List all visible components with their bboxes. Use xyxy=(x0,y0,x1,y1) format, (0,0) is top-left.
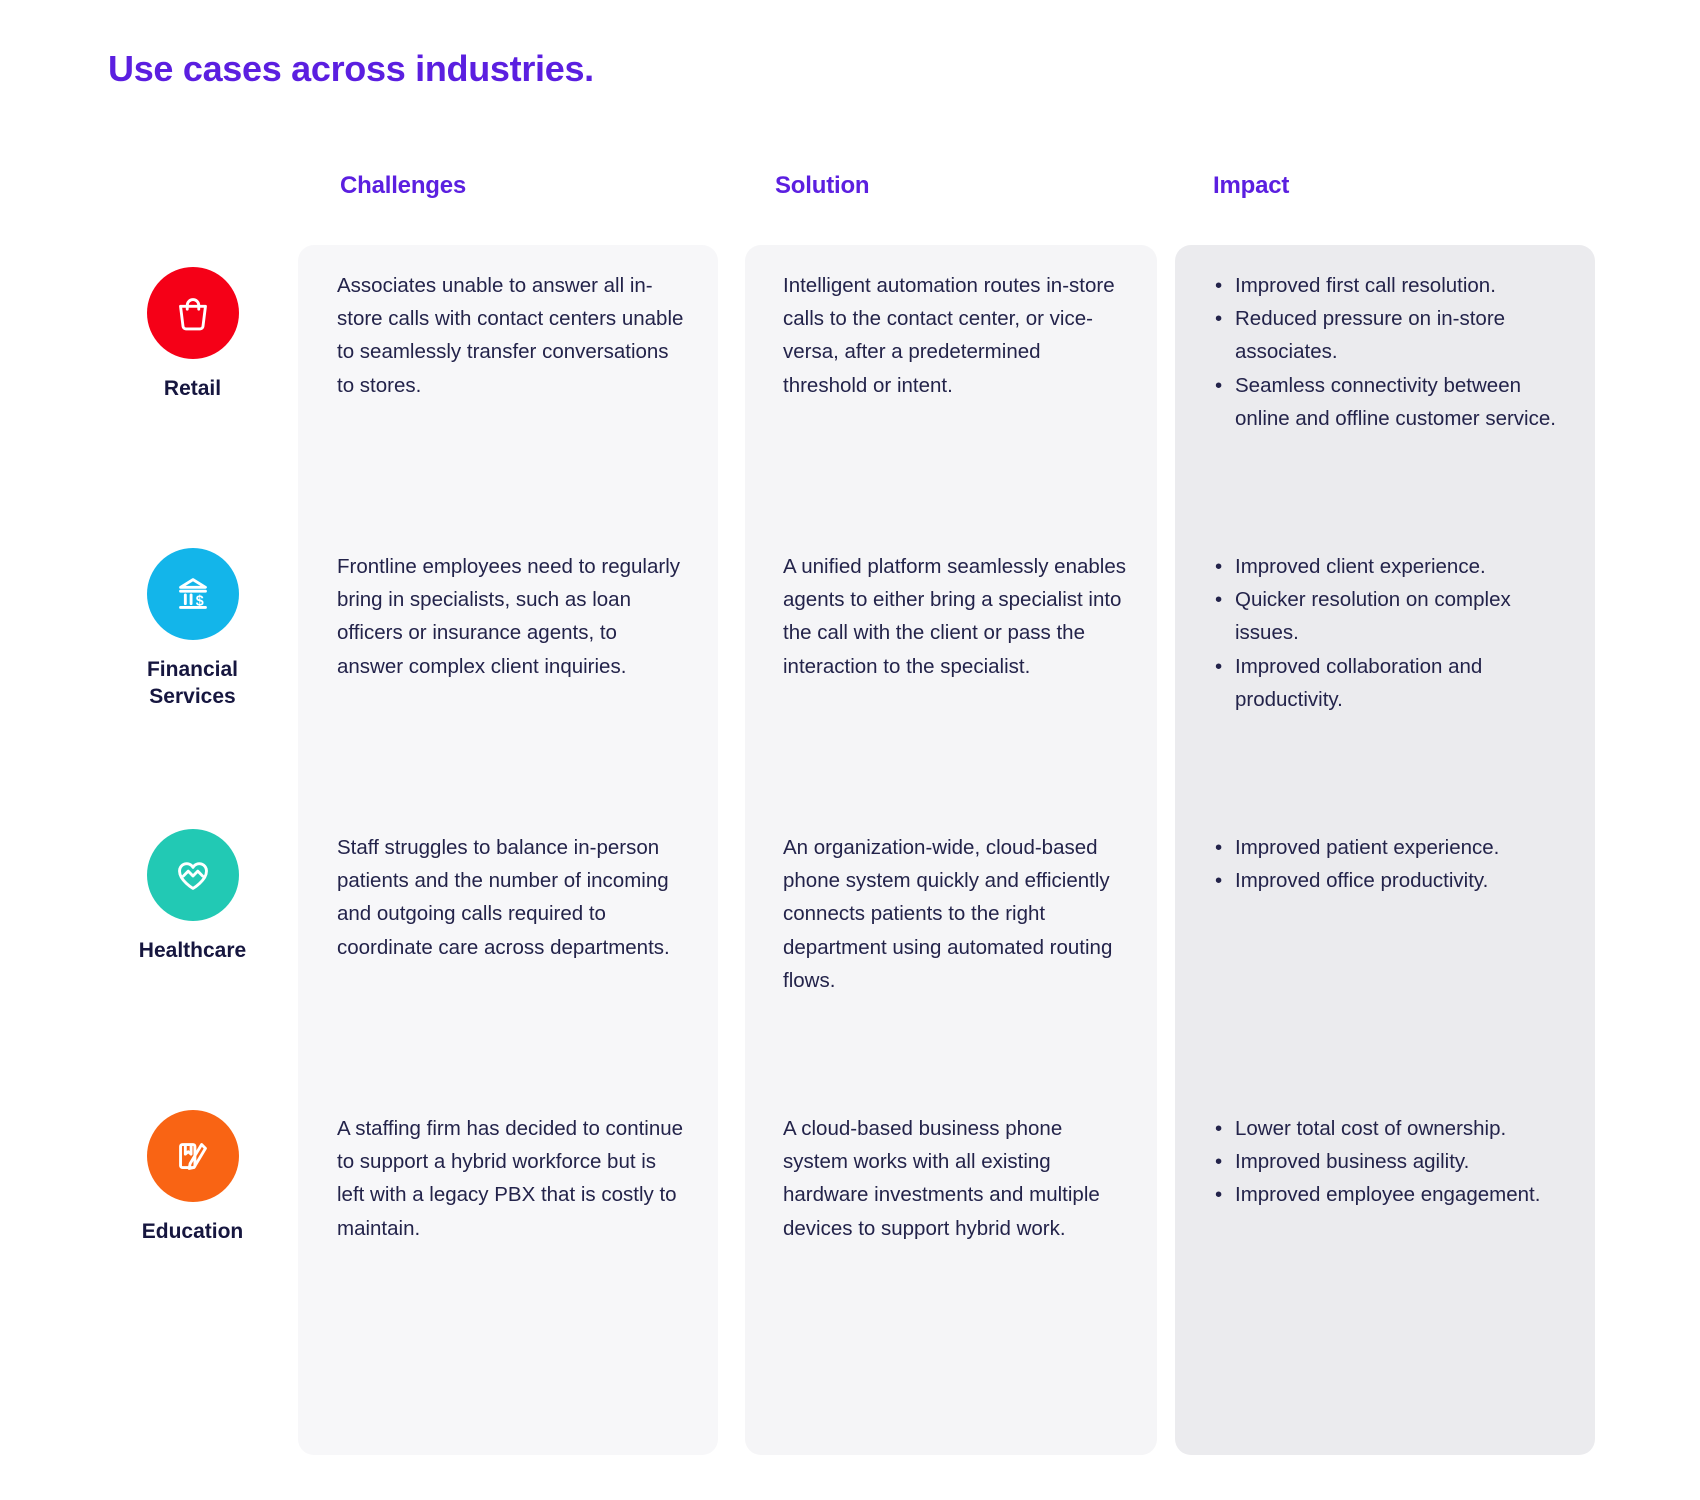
table-row xyxy=(0,807,1700,1088)
page-title: Use cases across industries. xyxy=(108,48,594,89)
list-item: • Lower total cost of ownership. xyxy=(1213,1112,1573,1145)
table-row xyxy=(0,245,1700,526)
impact-list xyxy=(1213,831,1573,897)
industry-label: Education xyxy=(141,1220,244,1243)
solution-text: An organization-wide, cloud-based phone system quickly and efficiently connects patients to the right department using automated routing flows. xyxy=(783,836,1113,992)
impact-list xyxy=(1213,550,1573,716)
cell-solution xyxy=(783,831,1128,997)
cell-challenge xyxy=(337,269,687,402)
table-row xyxy=(0,526,1700,807)
cell-challenge xyxy=(337,1112,687,1245)
industry-retail xyxy=(105,267,280,402)
industry-label: Healthcare xyxy=(138,939,247,962)
list-item: • Improved client experience. xyxy=(1213,550,1573,583)
challenge-text: Frontline employees need to regularly bring in specialists, such as loan officers or insurance agents, to answer complex client inquiries. xyxy=(337,555,680,678)
cell-impact xyxy=(1213,1112,1573,1212)
cell-solution xyxy=(783,550,1128,683)
list-item: • Improved employee engagement. xyxy=(1213,1178,1573,1211)
industry-financial-services xyxy=(105,548,280,711)
list-item: • Seamless connectivity between online and offline customer service. xyxy=(1213,369,1573,435)
cell-solution xyxy=(783,1112,1128,1245)
industry-label: Retail xyxy=(163,377,222,400)
industry-education xyxy=(105,1110,280,1245)
solution-text: A cloud-based business phone system works with all existing hardware investments and multiple devices to support hybrid work. xyxy=(783,1117,1100,1240)
impact-list xyxy=(1213,1112,1573,1212)
industry-healthcare xyxy=(105,829,280,964)
list-item: • Quicker resolution on complex issues. xyxy=(1213,583,1573,649)
challenge-text: Staff struggles to balance in-person patients and the number of incoming and outgoing calls required to coordinate care across departments. xyxy=(337,836,670,959)
list-item: • Improved collaboration and productivity. xyxy=(1213,650,1573,716)
table-row xyxy=(0,1088,1700,1369)
industry-label: Financial Services xyxy=(146,658,239,709)
cell-challenge xyxy=(337,831,687,964)
column-headers xyxy=(0,172,1700,212)
cell-impact xyxy=(1213,269,1573,435)
cell-impact xyxy=(1213,550,1573,716)
shopping-bag-icon xyxy=(147,267,239,359)
solution-text: A unified platform seamlessly enables agents to either bring a specialist into the call with the client or pass the interaction to the specialist. xyxy=(783,555,1126,678)
cell-solution xyxy=(783,269,1128,402)
cell-impact xyxy=(1213,831,1573,897)
svg-text:$: $ xyxy=(195,593,204,610)
list-item: • Improved office productivity. xyxy=(1213,864,1573,897)
column-header-challenges: Challenges xyxy=(340,172,467,199)
book-pencil-icon xyxy=(147,1110,239,1202)
cell-challenge xyxy=(337,550,687,683)
bank-dollar-icon xyxy=(147,548,239,640)
challenge-text: Associates unable to answer all in-store calls with contact centers unable to seamlessly transfer conversations to stores. xyxy=(337,274,684,397)
list-item: • Improved business agility. xyxy=(1213,1145,1573,1178)
use-case-rows xyxy=(0,245,1700,1369)
impact-list xyxy=(1213,269,1573,435)
challenge-text: A staffing firm has decided to continue to support a hybrid workforce but is left with a legacy PBX that is costly to maintain. xyxy=(337,1117,684,1240)
list-item: • Improved first call resolution. xyxy=(1213,269,1573,302)
column-header-solution: Solution xyxy=(775,172,870,199)
heart-pulse-icon xyxy=(147,829,239,921)
list-item: • Improved patient experience. xyxy=(1213,831,1573,864)
list-item: • Reduced pressure on in-store associates. xyxy=(1213,302,1573,368)
column-header-impact: Impact xyxy=(1213,172,1290,199)
solution-text: Intelligent automation routes in-store calls to the contact center, or vice-versa, after a predetermined threshold or intent. xyxy=(783,274,1115,397)
